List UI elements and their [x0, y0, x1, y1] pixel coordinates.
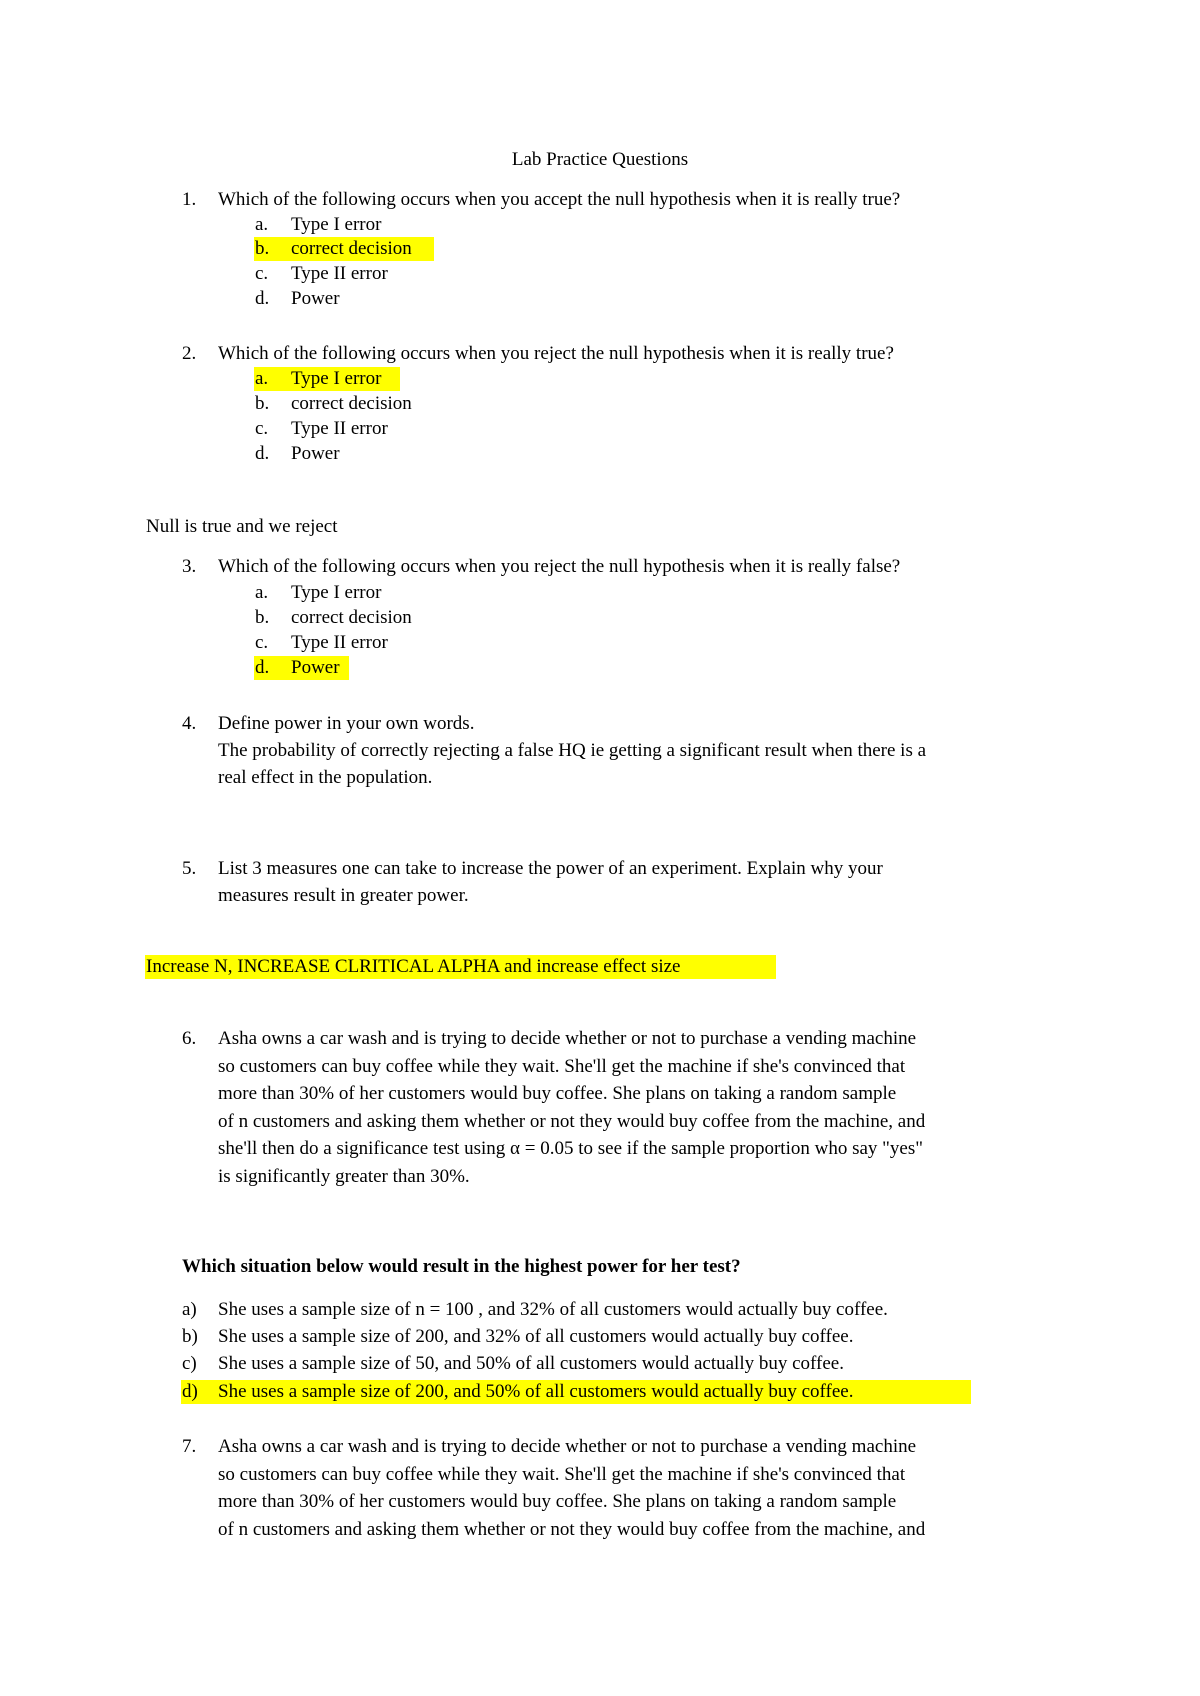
page-title: Lab Practice Questions: [511, 149, 689, 170]
q2-option-b-letter: b.: [255, 393, 270, 414]
q3-option-a-text: Type I error: [291, 582, 382, 603]
q1-option-d-letter: d.: [255, 288, 270, 309]
q4-answer-line-1: The probability of correctly rejecting a false HQ ie getting a significant result when there is a: [218, 740, 927, 761]
q6-option-d-letter: d): [182, 1381, 198, 1402]
q6-line-3: more than 30% of her customers would buy coffee. She plans on taking a random sample: [218, 1083, 897, 1104]
q2-option-d-letter: d.: [255, 443, 270, 464]
q2-option-c-letter: c.: [255, 418, 269, 439]
q6-line-1: Asha owns a car wash and is trying to decide whether or not to purchase a vending machine: [218, 1028, 917, 1049]
q6-option-a-text: She uses a sample size of n = 100 , and 32% of all customers would actually buy coffee.: [218, 1299, 888, 1320]
q3-option-a-letter: a.: [255, 582, 269, 603]
q3-number: 3.: [182, 556, 197, 577]
q2-text: Which of the following occurs when you reject the null hypothesis when it is really true?: [218, 343, 894, 364]
q1-option-b-text: correct decision: [291, 238, 412, 259]
q3-option-b-letter: b.: [255, 607, 270, 628]
q1-text: Which of the following occurs when you accept the null hypothesis when it is really true?: [218, 189, 901, 210]
q2-option-a-letter: a.: [255, 368, 269, 389]
q6-option-b-text: She uses a sample size of 200, and 32% of all customers would actually buy coffee.: [218, 1326, 854, 1347]
q1-option-d-text: Power: [291, 288, 340, 309]
q1-option-c-text: Type II error: [291, 263, 388, 284]
q6-line-5: she'll then do a significance test using α = 0.05 to see if the sample proportion who say "yes": [218, 1138, 923, 1159]
q6-option-c-letter: c): [182, 1353, 197, 1374]
q6-option-c-text: She uses a sample size of 50, and 50% of all customers would actually buy coffee.: [218, 1353, 844, 1374]
q1-option-b-letter: b.: [255, 238, 270, 259]
q5-number: 5.: [182, 858, 197, 879]
q2-number: 2.: [182, 343, 197, 364]
q6-option-d-text: She uses a sample size of 200, and 50% of all customers would actually buy coffee.: [218, 1381, 854, 1402]
q3-option-d-letter: d.: [255, 657, 270, 678]
q7-line-3: more than 30% of her customers would buy coffee. She plans on taking a random sample: [218, 1491, 897, 1512]
q6-option-a-letter: a): [182, 1299, 197, 1320]
q5-line-2: measures result in greater power.: [218, 885, 469, 906]
q4-number: 4.: [182, 713, 197, 734]
q2-option-d-text: Power: [291, 443, 340, 464]
q6-subheading: Which situation below would result in the highest power for her test?: [182, 1256, 741, 1277]
q3-option-c-letter: c.: [255, 632, 269, 653]
q1-option-a-text: Type I error: [291, 214, 382, 235]
q3-option-b-text: correct decision: [291, 607, 412, 628]
q6-line-6: is significantly greater than 30%.: [218, 1166, 470, 1187]
q5-answer: Increase N, INCREASE CLRITICAL ALPHA and increase effect size: [146, 956, 681, 977]
q4-text: Define power in your own words.: [218, 713, 475, 734]
q6-line-4: of n customers and asking them whether or not they would buy coffee from the machine, and: [218, 1111, 926, 1132]
q5-line-1: List 3 measures one can take to increase the power of an experiment. Explain why your: [218, 858, 883, 879]
q2-option-a-text: Type I error: [291, 368, 382, 389]
q7-line-2: so customers can buy coffee while they wait. She'll get the machine if she's convinced that: [218, 1464, 906, 1485]
q3-option-c-text: Type II error: [291, 632, 388, 653]
note-null-true: Null is true and we reject: [146, 516, 338, 537]
q1-option-c-letter: c.: [255, 263, 269, 284]
q2-option-b-text: correct decision: [291, 393, 412, 414]
q3-text: Which of the following occurs when you reject the null hypothesis when it is really false?: [218, 556, 901, 577]
q7-line-1: Asha owns a car wash and is trying to decide whether or not to purchase a vending machine: [218, 1436, 917, 1457]
q1-option-a-letter: a.: [255, 214, 269, 235]
q6-number: 6.: [182, 1028, 197, 1049]
q1-number: 1.: [182, 189, 197, 210]
q2-option-c-text: Type II error: [291, 418, 388, 439]
q7-line-4: of n customers and asking them whether or not they would buy coffee from the machine, and: [218, 1519, 926, 1540]
q3-option-d-text: Power: [291, 657, 340, 678]
q7-number: 7.: [182, 1436, 197, 1457]
q6-line-2: so customers can buy coffee while they wait. She'll get the machine if she's convinced that: [218, 1056, 906, 1077]
q4-answer-line-2: real effect in the population.: [218, 767, 433, 788]
q6-option-b-letter: b): [182, 1326, 198, 1347]
